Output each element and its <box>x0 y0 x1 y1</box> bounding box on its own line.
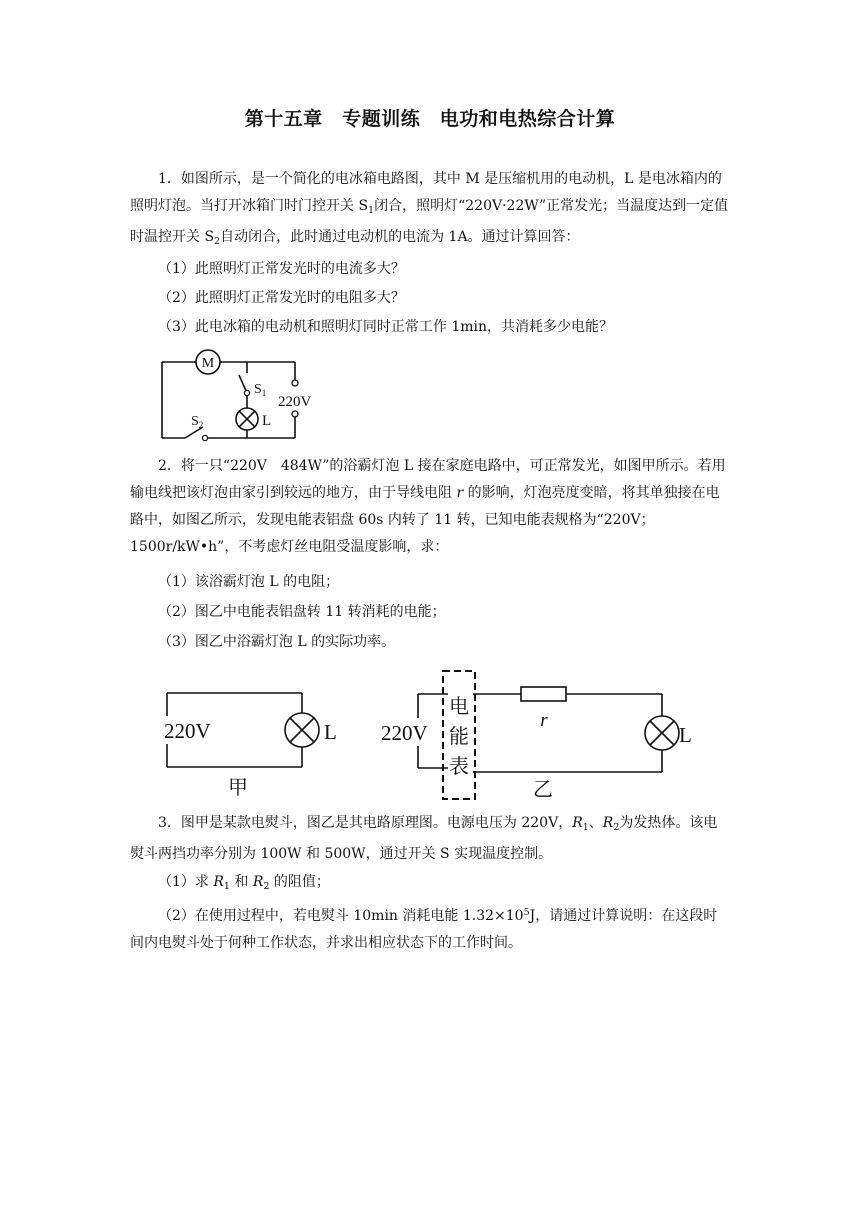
lamp-icon <box>645 716 679 750</box>
yi-voltage-label: 220V <box>381 721 428 745</box>
q2-stem-b: 的影响，灯泡亮度变暗，将其单独接在电路中，如图乙所示，发现电能表铝盘 60s 内转了 11 转，已知电能表规格为“220V；1500r/kW•h”，不考虑灯丝电阻受温度影响，求： <box>130 485 720 555</box>
q3-stem-a: 3．图甲是某款电熨斗，图乙是其电路原理图。电源电压为 220V， <box>158 815 573 831</box>
q1-sub3: （3）此电冰箱的电动机和照明灯同时正常工作 1min，共消耗多少电能？ <box>158 319 614 335</box>
terminal-top <box>292 380 298 386</box>
lamp-label: L <box>262 413 272 429</box>
motor-label: M <box>201 356 215 371</box>
q3-r2: R <box>602 815 614 831</box>
meter-char-2: 能 <box>449 726 469 748</box>
jia-caption: 甲 <box>228 777 248 799</box>
jia-lamp-label: L <box>324 720 337 744</box>
yi-lamp-label: L <box>679 723 692 747</box>
q1-s1-subscript: 1 <box>368 205 375 216</box>
q1-stem-c: 自动闭合，此时通过电动机的电流为 1A。通过计算回答： <box>220 229 580 245</box>
q1-s2-subscript: 2 <box>214 236 221 247</box>
resistor-label: r <box>540 710 548 731</box>
jia-voltage-label: 220V <box>164 719 211 743</box>
q2-stem-a: 2．将一只“220V 484W”的浴霸灯泡 L 接在家庭电路中，可正常发光，如图甲所示。若用输电线把该灯泡由家引到较远的地方，由于导线电阻 <box>130 458 726 501</box>
meter-char-1: 电 <box>449 696 469 718</box>
yi-caption: 乙 <box>533 779 553 801</box>
lamp-icon <box>285 713 319 747</box>
page-title: 第十五章 专题训练 电功和电热综合计算 <box>244 108 616 130</box>
q2-sub3: （3）图乙中浴霸灯泡 L 的实际功率。 <box>158 634 396 650</box>
voltage-label: 220V <box>278 394 312 410</box>
q2-figure-jia <box>160 686 360 806</box>
q3-exponent: 5 <box>523 907 530 918</box>
q3-sub1: （1）求 $R_1$ 和 $R_2$ 的阻值； <box>158 874 330 892</box>
q1-sub1: （1）此照明灯正常发光时的电流多大？ <box>158 261 405 277</box>
lamp-icon <box>236 408 258 430</box>
q1-sub2: （2）此照明灯正常发光时的电阻多大？ <box>158 290 405 306</box>
q1-circuit-diagram <box>155 345 335 445</box>
s1-label: $S_1$ <box>254 382 267 398</box>
q1-stem-b: 闭合，照明灯“220V·22W”正常发光；当温度达到一定值时温控开关 S <box>130 198 729 245</box>
q1-stem <box>130 166 730 255</box>
q3-r1-subscript: 1 <box>582 822 589 833</box>
q3-sub2: （2）在使用过程中，若电熨斗 10min 消耗电能 $1.32\times 10^5J$，请通过计算说明：在这段时间内电熨斗处于何种工作状态，并求出相应状态下的工作时间。 <box>130 907 718 951</box>
s2-label: $S_2$ <box>191 414 204 430</box>
q3-sep: 、 <box>588 815 603 831</box>
motor-icon <box>196 350 220 374</box>
terminal-bottom <box>292 411 298 417</box>
q3-r1: R <box>572 815 583 831</box>
q2-sub1: （1）该浴霸灯泡 L 的电阻； <box>158 574 340 590</box>
q2-sub2: （2）图乙中电能表铝盘转 11 转消耗的电能； <box>158 604 446 620</box>
q2-figure-yi <box>378 666 708 806</box>
q2-resistance-symbol: r <box>456 485 464 501</box>
q3-r2-subscript: 2 <box>613 822 620 833</box>
q1-stem-a: 1．如图所示，是一个简化的电冰箱电路图，其中 M 是压缩机用的电动机，L 是电冰箱内的照明灯泡。当打开冰箱门时门控开关 S <box>130 171 722 214</box>
resistor-icon <box>521 687 566 701</box>
q2-stem <box>130 453 730 561</box>
q3-stem <box>130 810 730 868</box>
meter-char-3: 表 <box>449 756 469 778</box>
q3-stem-b: 为发热体。该电熨斗两挡功率分别为 100W 和 500W，通过开关 S 实现温度控制。 <box>130 815 718 862</box>
